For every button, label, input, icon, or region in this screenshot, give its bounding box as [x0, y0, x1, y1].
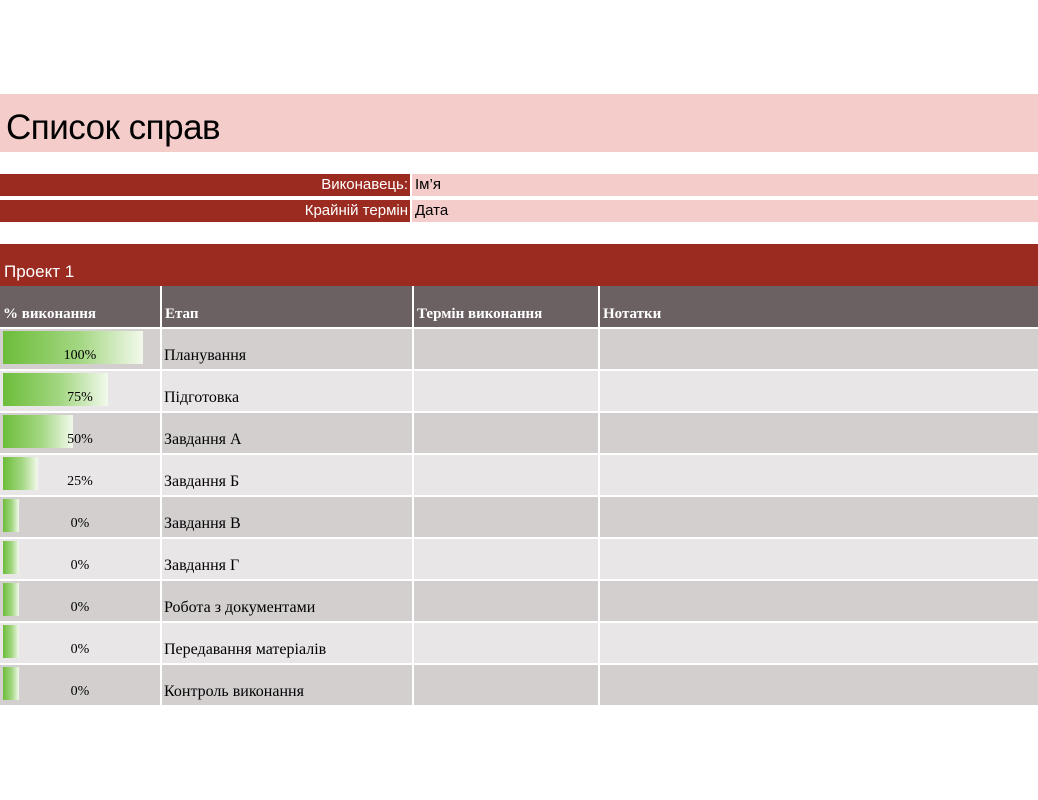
progress-percent[interactable]: 50% — [67, 432, 93, 447]
deadline-field[interactable]: Дата — [412, 200, 1038, 222]
column-divider — [598, 286, 600, 707]
notes-cell[interactable] — [600, 329, 1038, 369]
due-date-cell[interactable] — [414, 329, 598, 369]
table-row[interactable] — [0, 623, 1038, 663]
assignee-label: Виконавець: — [0, 174, 410, 196]
table-row[interactable] — [0, 497, 1038, 537]
notes-cell[interactable] — [600, 413, 1038, 453]
column-divider — [160, 286, 162, 707]
table-row[interactable] — [0, 329, 1038, 369]
page-title: Список справ — [6, 108, 221, 147]
table-row[interactable] — [0, 413, 1038, 453]
project-header — [0, 244, 1038, 286]
due-date-cell[interactable] — [414, 371, 598, 411]
table-row[interactable] — [0, 539, 1038, 579]
progress-percent[interactable]: 100% — [63, 348, 97, 363]
notes-cell[interactable] — [600, 581, 1038, 621]
notes-cell[interactable] — [600, 455, 1038, 495]
progress-percent[interactable]: 0% — [70, 684, 90, 699]
notes-cell[interactable] — [600, 497, 1038, 537]
table-row[interactable] — [0, 581, 1038, 621]
stage-name[interactable]: Завдання Б — [164, 473, 240, 490]
due-date-cell[interactable] — [414, 623, 598, 663]
column-header-notes[interactable]: Нотатки — [603, 306, 662, 322]
due-date-cell[interactable] — [414, 497, 598, 537]
notes-cell[interactable] — [600, 539, 1038, 579]
stage-name[interactable]: Робота з документами — [164, 599, 316, 616]
due-date-cell[interactable] — [414, 539, 598, 579]
due-date-cell[interactable] — [414, 665, 598, 705]
due-date-cell[interactable] — [414, 455, 598, 495]
notes-cell[interactable] — [600, 665, 1038, 705]
notes-cell[interactable] — [600, 371, 1038, 411]
table-row[interactable] — [0, 665, 1038, 705]
progress-percent[interactable]: 0% — [70, 642, 90, 657]
stage-name[interactable]: Контроль виконання — [164, 683, 304, 700]
stage-name[interactable]: Завдання Г — [164, 557, 240, 574]
project-title[interactable]: Проект 1 — [4, 262, 75, 281]
column-header-stage[interactable]: Етап — [165, 306, 199, 322]
stage-name[interactable]: Планування — [164, 347, 247, 364]
title-band — [0, 94, 1038, 152]
stage-name[interactable]: Завдання В — [164, 515, 241, 532]
deadline-label: Крайній термін — [0, 200, 410, 222]
column-header-progress[interactable]: % виконання — [3, 306, 96, 322]
notes-cell[interactable] — [600, 623, 1038, 663]
progress-percent[interactable]: 0% — [70, 600, 90, 615]
progress-percent[interactable]: 0% — [70, 516, 90, 531]
column-header-due[interactable]: Термін виконання — [417, 306, 543, 322]
table-row[interactable] — [0, 455, 1038, 495]
assignee-field[interactable]: Ім’я — [412, 174, 1038, 196]
due-date-cell[interactable] — [414, 413, 598, 453]
assignee-row — [0, 174, 1038, 196]
stage-name[interactable]: Підготовка — [164, 389, 240, 406]
stage-name[interactable]: Завдання A — [164, 431, 242, 448]
table-row[interactable] — [0, 371, 1038, 411]
progress-percent[interactable]: 25% — [67, 474, 93, 489]
stage-name[interactable]: Передавання матеріалів — [164, 641, 327, 658]
due-date-cell[interactable] — [414, 581, 598, 621]
column-divider — [412, 286, 414, 707]
table-header — [0, 286, 1038, 327]
progress-percent[interactable]: 0% — [70, 558, 90, 573]
progress-percent[interactable]: 75% — [67, 390, 93, 405]
deadline-row — [0, 200, 1038, 222]
